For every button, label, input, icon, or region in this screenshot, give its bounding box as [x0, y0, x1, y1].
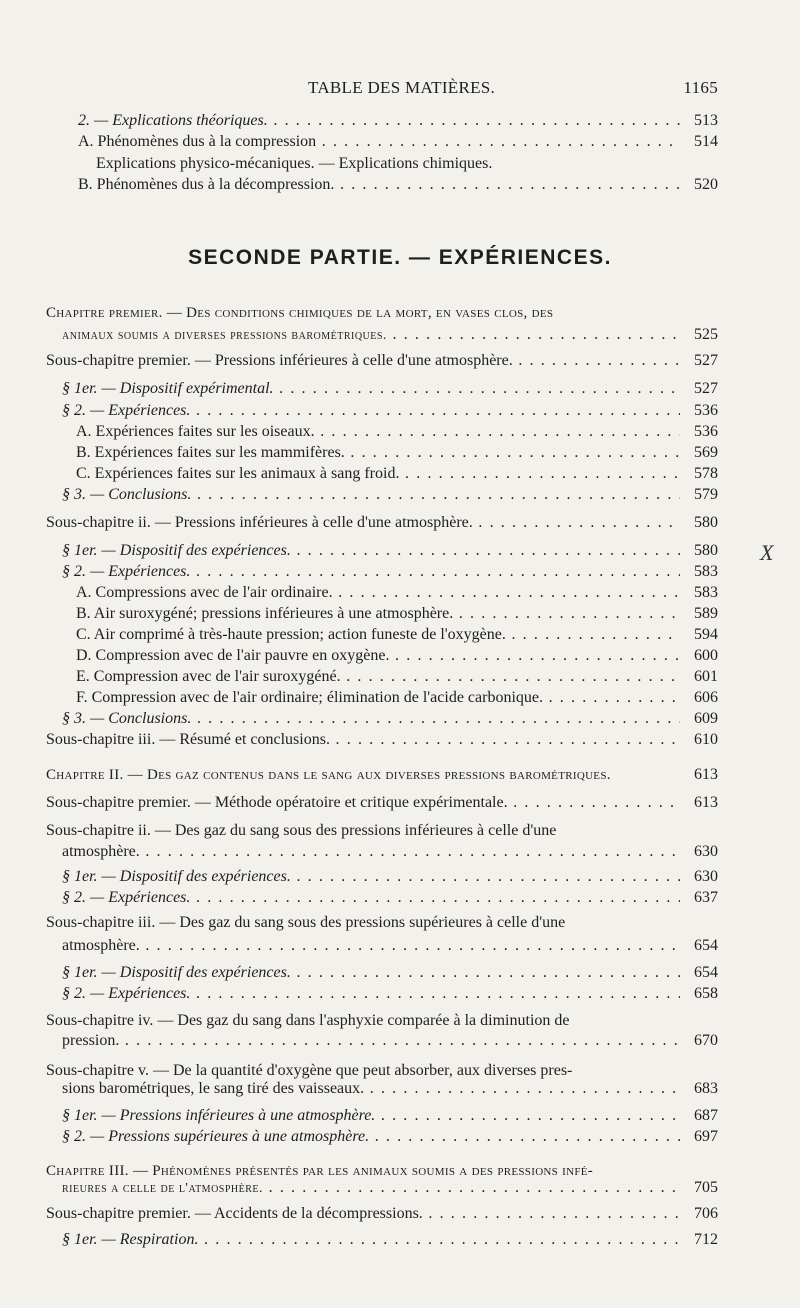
entry-text: Explications physico-mécaniques. — Explications chimiques. [96, 155, 493, 172]
entry-text: A. Phénomènes dus à la compression [78, 133, 317, 150]
entry-text: atmosphère. [62, 843, 140, 860]
toc-entry-subchapter [0, 512, 800, 534]
toc-entry [0, 1078, 800, 1100]
handwritten-margin-mark: X [760, 540, 774, 565]
entry-text: § 2. — Expériences. [62, 889, 191, 906]
entry-page: 527 [694, 380, 718, 397]
entry-text: Sous-chapitre premier. — Pressions inférieures à celle d'une atmosphère. [46, 352, 513, 369]
toc-entry [0, 687, 800, 709]
toc-entry [0, 935, 800, 957]
toc-entry [0, 421, 800, 443]
entry-text: Sous-chapitre iii. — Des gaz du sang sous des pressions supérieures à celle d'une [46, 914, 566, 931]
entry-text: § 2. — Expériences. [62, 985, 191, 1002]
entry-text: E. Compression avec de l'air suroxygéné. [76, 668, 341, 685]
toc-entry-subchapter [0, 792, 800, 814]
entry-text: § 2. — Pressions supérieures à une atmosphère. [62, 1128, 370, 1145]
toc-entry [0, 153, 800, 175]
toc-entry [0, 442, 800, 464]
entry-page: 670 [694, 1032, 718, 1049]
toc-entry [0, 1105, 800, 1127]
toc-entry [0, 666, 800, 688]
running-head-page-number: 1165 [683, 78, 718, 97]
entry-page: 654 [694, 964, 718, 981]
entry-page: 637 [694, 889, 718, 906]
toc-entry [0, 603, 800, 625]
running-head [0, 78, 800, 100]
entry-text: § 3. — Conclusions. [62, 486, 192, 503]
entry-page: 613 [694, 766, 718, 783]
entry-page: 514 [694, 133, 718, 150]
entry-page: 589 [694, 605, 718, 622]
entry-text: D. Compression avec de l'air pauvre en oxygène. [76, 647, 390, 664]
toc-entry [0, 624, 800, 646]
toc-entry [0, 561, 800, 583]
entry-text: § 1er. — Pressions inférieures à une atmosphère. [62, 1107, 376, 1124]
entry-page: 610 [694, 731, 718, 748]
entry-text: C. Air comprimé à très-haute pression; action funeste de l'oxygène. [76, 626, 506, 643]
entry-text: Chapitre premier. — Des conditions chimiques de la mort, en vases clos, des [46, 305, 554, 321]
entry-page: 579 [694, 486, 718, 503]
entry-page: 630 [694, 868, 718, 885]
entry-page: 536 [694, 423, 718, 440]
toc-entry [0, 582, 800, 604]
running-head-title: TABLE DES MATIÈRES. [308, 78, 496, 97]
entry-text: sions barométriques, le sang tiré des vaisseaux. [62, 1080, 365, 1097]
toc-entry [0, 540, 800, 565]
entry-page: 606 [694, 689, 718, 706]
entry-page: 613 [694, 794, 718, 811]
toc-entry [0, 645, 800, 667]
toc-entry-subchapter [0, 1010, 800, 1032]
toc-entry [0, 324, 800, 346]
entry-text: atmosphère. [62, 937, 140, 954]
toc-entry-subchapter [0, 350, 800, 372]
toc-entry [0, 378, 800, 400]
entry-page: 697 [694, 1128, 718, 1145]
entry-page: 525 [694, 326, 718, 343]
toc-entry-subchapter [0, 1203, 800, 1225]
entry-page: 513 [694, 112, 718, 129]
toc-entry-subchapter [0, 912, 800, 934]
entry-text: 2. — Explications théoriques. [78, 112, 268, 129]
toc-entry [0, 1177, 800, 1199]
entry-text: § 1er. — Dispositif expérimental. [62, 380, 274, 397]
entry-page: 583 [694, 584, 718, 601]
entry-text: Chapitre II. — Des gaz contenus dans le sang aux diverses pressions barométriques. [46, 767, 611, 783]
toc-entry [0, 962, 800, 984]
entry-text: Sous-chapitre ii. — Des gaz du sang sous des pressions inférieures à celle d'une [46, 822, 557, 839]
entry-page: 580 [694, 514, 718, 531]
entry-text: § 3. — Conclusions. [62, 710, 192, 727]
entry-text: Sous-chapitre ii. — Pressions inférieures à celle d'une atmosphère. [46, 514, 473, 531]
entry-text: animaux soumis a diverses pressions barométriques. [62, 328, 387, 343]
entry-page: 658 [694, 985, 718, 1002]
entry-page: 630 [694, 843, 718, 860]
entry-page: 654 [694, 937, 718, 954]
entry-text: Chapitre III. — Phénomènes présentés par les animaux soumis a des pressions infé- [46, 1163, 594, 1179]
entry-text: B. Phénomènes dus à la décompression. [78, 176, 335, 193]
toc-entry [0, 174, 800, 196]
entry-text: Sous-chapitre iii. — Résumé et conclusions. [46, 731, 330, 748]
toc-entry [0, 983, 800, 1005]
toc-entry-chapter [0, 302, 800, 324]
toc-entry [0, 463, 800, 485]
entry-text: A. Expériences faites sur les oiseaux. [76, 423, 315, 440]
entry-text: § 1er. — Dispositif des expériences. [62, 964, 291, 981]
entry-text: F. Compression avec de l'air ordinaire; élimination de l'acide carbonique. [76, 689, 543, 706]
toc-entry [0, 866, 800, 888]
entry-page: 687 [694, 1107, 718, 1124]
entry-page: 712 [694, 1231, 718, 1248]
entry-text: Sous-chapitre iv. — Des gaz du sang dans l'asphyxie comparée à la diminution de [46, 1012, 570, 1029]
entry-page: 520 [694, 176, 718, 193]
entry-page: 609 [694, 710, 718, 727]
toc-entry [0, 1126, 800, 1148]
toc-entry [0, 1229, 800, 1251]
entry-page: 580 [694, 542, 718, 559]
entry-page: 705 [694, 1179, 718, 1196]
toc-entry [0, 841, 800, 863]
part-title: SECONDE PARTIE. — EXPÉRIENCES. [188, 246, 612, 269]
entry-text: Sous-chapitre premier. — Méthode opératoire et critique expérimentale. [46, 794, 508, 811]
entry-text: A. Compressions avec de l'air ordinaire. [76, 584, 333, 601]
entry-text: Sous-chapitre v. — De la quantité d'oxygène que peut absorber, aux diverses pres- [46, 1062, 573, 1079]
entry-text: pression. [62, 1032, 120, 1049]
entry-page: 706 [694, 1205, 718, 1222]
entry-text: § 1er. — Dispositif des expériences. [62, 868, 291, 885]
entry-text: rieures a celle de l'atmosphère. [62, 1181, 264, 1196]
entry-text: § 2. — Expériences. [62, 563, 191, 580]
entry-text: B. Air suroxygéné; pressions inférieures à une atmosphère. [76, 605, 454, 622]
entry-page: 527 [694, 352, 718, 369]
entry-text: § 2. — Expériences. [62, 402, 191, 419]
toc-entry [0, 708, 800, 730]
entry-text: § 1er. — Respiration. [62, 1231, 199, 1248]
entry-text: C. Expériences faites sur les animaux à sang froid. [76, 465, 400, 482]
toc-entry [0, 484, 800, 506]
entry-text: B. Expériences faites sur les mammifères. [76, 444, 345, 461]
entry-page: 683 [694, 1080, 718, 1097]
toc-entry-chapter [0, 764, 800, 786]
entry-page: 569 [694, 444, 718, 461]
toc-entry [0, 1030, 800, 1052]
entry-text: § 1er. — Dispositif des expériences. [62, 542, 291, 559]
toc-entry-subchapter [0, 820, 800, 842]
entry-page: 536 [694, 402, 718, 419]
toc-entry [0, 131, 800, 153]
entry-page: 583 [694, 563, 718, 580]
toc-entry-subchapter [0, 729, 800, 751]
toc-entry [0, 887, 800, 909]
entry-page: 578 [694, 465, 718, 482]
toc-entry [0, 110, 800, 132]
entry-page: 594 [694, 626, 718, 643]
toc-entry [0, 400, 800, 422]
entry-text: Sous-chapitre premier. — Accidents de la décompressions. [46, 1205, 423, 1222]
entry-page: 600 [694, 647, 718, 664]
entry-page: 601 [694, 668, 718, 685]
